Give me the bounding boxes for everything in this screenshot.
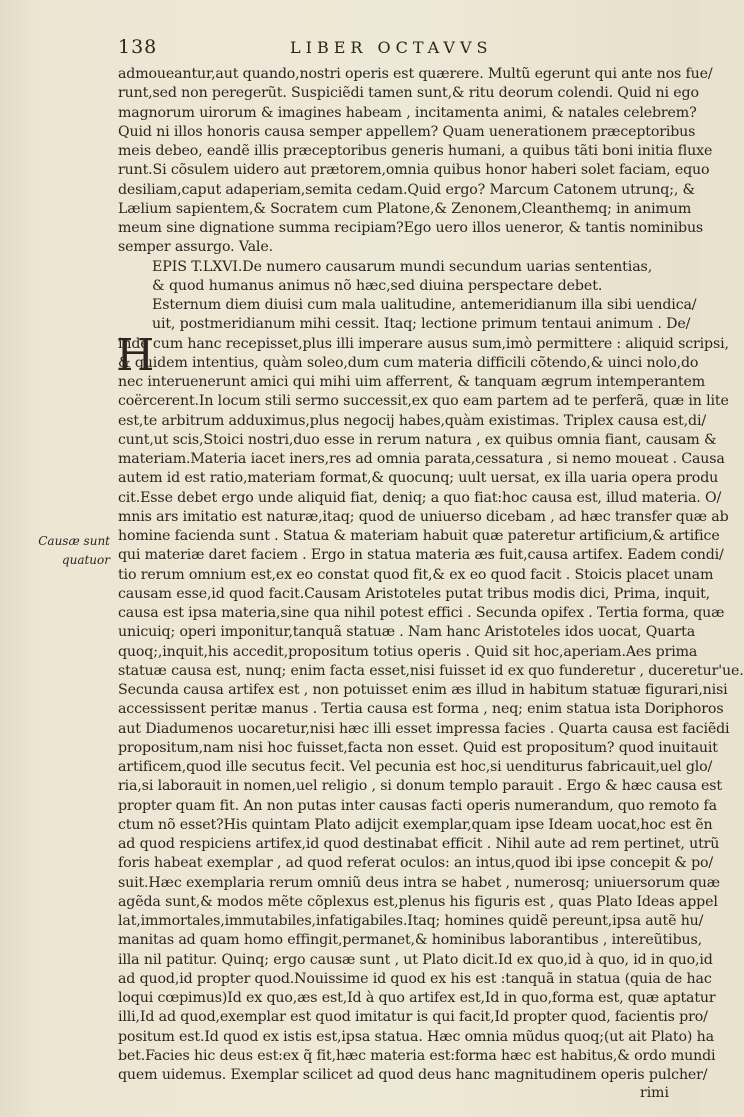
- text-line: meis debeo, eandẽ illis præceptoribus generis humani, a quibus tãti boni initia fluxe: [118, 143, 713, 159]
- text-line: nec interuenerunt amici qui mihi uim afferrent, & tanquam ægrum intemperantem: [118, 374, 706, 390]
- text-line: tio rerum omnium est,ex eo constat quod fit,& ex eo quod facit . Stoicis placet unam: [118, 566, 714, 583]
- text-line: illa nil patitur. Quinq; ergo causæ sunt , ut Plato dicit.Id ex quo,id à quo, id in quo,id: [118, 951, 713, 968]
- text-line: admoueantur,aut quando,nostri operis est quærere. Multũ egerunt qui ante nos fue/: [118, 66, 713, 82]
- text-line: desiliam,caput adaperiam,semita cedam.Quid ergo? Marcum Catonem utrunq;, &: [118, 181, 696, 198]
- text-line: homine facienda sunt . Statua & materiam habuit quæ pateretur artificium,& artifice: [118, 528, 720, 544]
- text-line: coërcerent.In locum stili sermo successit,ex quo eam partem ad te perferã, quæ in lite: [118, 393, 729, 410]
- text-line: autem id est ratio,materiam format,& quocunq; uult uersat, ex illa uaria opera produ: [118, 470, 719, 487]
- text-line: lat,immortales,immutabiles,infatigabiles.Itaq; homines quidẽ pereunt,ipsa autẽ hu/: [118, 913, 704, 929]
- text-line: ria,si laborauit in nomen,uel religio , si donum templo parauit . Ergo & hæc causa est: [118, 778, 722, 795]
- text-line: causa est ipsa materia,sine qua nihil potest effici . Secunda opifex . Tertia forma, quæ: [118, 605, 725, 621]
- margin-note: quatuor: [61, 553, 110, 567]
- text-line: illi,Id ad quod,exemplar est quod imitatur is qui facit,Id propter quod, facientis pro/: [118, 1009, 708, 1026]
- text-block-after: [118, 296, 744, 1085]
- text-line: inde cum hanc recepisset,plus illi imperare ausus sum,imò permittere : aliquid scripsi,: [118, 335, 729, 352]
- drop-capital: H: [116, 330, 155, 381]
- text-line: foris habeat exemplar , ad quod referat oculos: an intus,quod ibi ipse concepit & po/: [118, 855, 714, 872]
- body-text: [116, 65, 744, 1085]
- text-line: mnis ars imitatio est naturæ,itaq; quod de uniuerso dicebam , ad hæc transfer quæ ab: [118, 508, 729, 525]
- text-line: statuæ causa est, nunq; enim facta esset,nisi fuisset id ex quo funderetur , duceretur'ue.: [118, 662, 744, 679]
- page-header: [118, 36, 678, 62]
- text-line: agẽda sunt,& modos mẽte cõplexus est,plenus his figuris est , quas Plato Ideas appel: [118, 893, 718, 910]
- catchword: rimi: [640, 1085, 669, 1101]
- text-line: artificem,quod ille secutus fecit. Vel pecunia est hoc,si uenditurus fabricauit,uel glo/: [118, 759, 713, 775]
- text-line: causam esse,id quod facit.Causam Aristoteles putat tribus modis dici, Prima, inquit,: [118, 585, 711, 602]
- text-line: suit.Hæc exemplaria rerum omniũ deus intra se habet , numerosq; uniuersorum quæ: [118, 874, 720, 891]
- text-line: Quid ni illos honoris causa semper appellem? Quam uenerationem præceptoribus: [118, 123, 696, 140]
- text-line: meum sine dignatione summa recipiam?Ego uero illos ueneror, & tantis nominibus: [118, 220, 704, 236]
- text-line: qui materiæ daret faciem . Ergo in statua materia æs fuit,causa artifex. Eadem condi/: [118, 547, 724, 564]
- text-line: Secunda causa artifex est , non potuisset enim æs illud in habitum statuæ figurari,nisi: [118, 682, 728, 698]
- text-line: propter quam fit. An non putas inter causas facti operis numerandum, quo remoto fa: [118, 797, 717, 814]
- text-line: ad quod respiciens artifex,id quod destinabat efficit . Nihil aute ad rem pertinet, utrũ: [118, 836, 720, 852]
- text-line: est,te arbitrum adduximus,plus negocij habes,quàm existimas. Triplex causa est,di/: [118, 412, 706, 429]
- text-line: Esternum diem diuisi cum mala ualitudine, antemeridianum illa sibi uendica/: [152, 297, 697, 313]
- margin-note: Causæ sunt: [38, 534, 110, 548]
- text-line: aut Diadumenos uocaretur,nisi hæc illi esset impressa facies . Quarta causa est faciẽdi: [118, 720, 730, 737]
- epistle-heading: & quod humanus animus nõ hæc,sed diuina perspectare debet.: [152, 277, 603, 294]
- folio-number: 138: [118, 36, 158, 58]
- text-line: bet.Facies hic deus est:ex q̃ fit,hæc materia est:forma hæc est habitus,& ordo mundi: [118, 1047, 716, 1064]
- text-line: cit.Esse debet ergo unde aliquid fiat, deniq; a quo fiat:hoc causa est, illud materia. O/: [118, 489, 722, 506]
- text-line: ad quod,id propter quod.Nouissime id quod ex his est :tanquã in statua (quia de hac: [118, 970, 712, 987]
- text-line: quoq;,inquit,his accedit,propositum totius operis . Quid sit hoc,aperiam.Aes prima: [118, 643, 698, 660]
- text-line: materiam.Materia iacet iners,res ad omnia parata,cessatura , si nemo moueat . Causa: [118, 451, 725, 467]
- text-line: positum est.Id quod ex istis est,ipsa statua. Hæc omnia mũdus quoq;(ut ait Plato) ha: [118, 1028, 714, 1045]
- text-line: semper assurgo. Vale.: [118, 239, 273, 256]
- text-line: Lælium sapientem,& Socratem cum Platone,& Zenonem,Cleanthemq; in animum: [118, 200, 692, 217]
- running-title: LIBER OCTAVVS: [290, 38, 493, 57]
- text-line: runt.Si cõsulem uidero aut prætorem,omnia quibus honor haberi solet faciam, equo: [118, 162, 710, 179]
- text-line: manitas ad quam homo effingit,permanet,& hominibus laborantibus , intereũtibus,: [118, 932, 702, 949]
- text-line: & quidem intentius, quàm soleo,dum cum materia difficili cõtendo,& uinci nolo,do: [118, 354, 699, 371]
- text-line: runt,sed non peregerũt. Suspiciẽdi tamen sunt,& ritu deorum colendi. Quid ni ego: [118, 85, 699, 102]
- text-line: accessissent peritæ manus . Tertia causa est forma , neq; enim statua ista Doriphoros: [118, 701, 724, 718]
- text-line: unicuiq; operi imponitur,tanquã statuæ . Nam hanc Aristoteles idos uocat, Quarta: [118, 624, 696, 641]
- epistle-heading: EPIS T.LXVI.De numero causarum mundi secundum uarias sententias,: [152, 258, 653, 275]
- text-line: cunt,ut scis,Stoici nostri,duo esse in rerum natura , ex quibus omnia fiant, causam &: [118, 431, 717, 448]
- text-line: propositum,nam nisi hoc fuisset,facta non esset. Quid est propositum? quod inuitauit: [118, 739, 718, 756]
- text-block-before: [118, 65, 713, 258]
- text-line: uit, postmeridianum mihi cessit. Itaq; lectione primum tentaui animum . De/: [152, 316, 691, 333]
- text-line: quem uidemus. Exemplar scilicet ad quod deus hanc magnitudinem operis pulcher/: [118, 1067, 708, 1083]
- text-line: ctum nõ esset?His quintam Plato adijcit exemplar,quam ipse Ideam uocat,hoc est ẽn: [118, 816, 713, 833]
- text-line: loqui cœpimus)Id ex quo,æs est,Id à quo artifex est,Id in quo,forma est, quæ aptatur: [118, 990, 716, 1006]
- text-line: magnorum uirorum & imagines habeam , incitamenta animi, & natales celebrem?: [118, 104, 697, 121]
